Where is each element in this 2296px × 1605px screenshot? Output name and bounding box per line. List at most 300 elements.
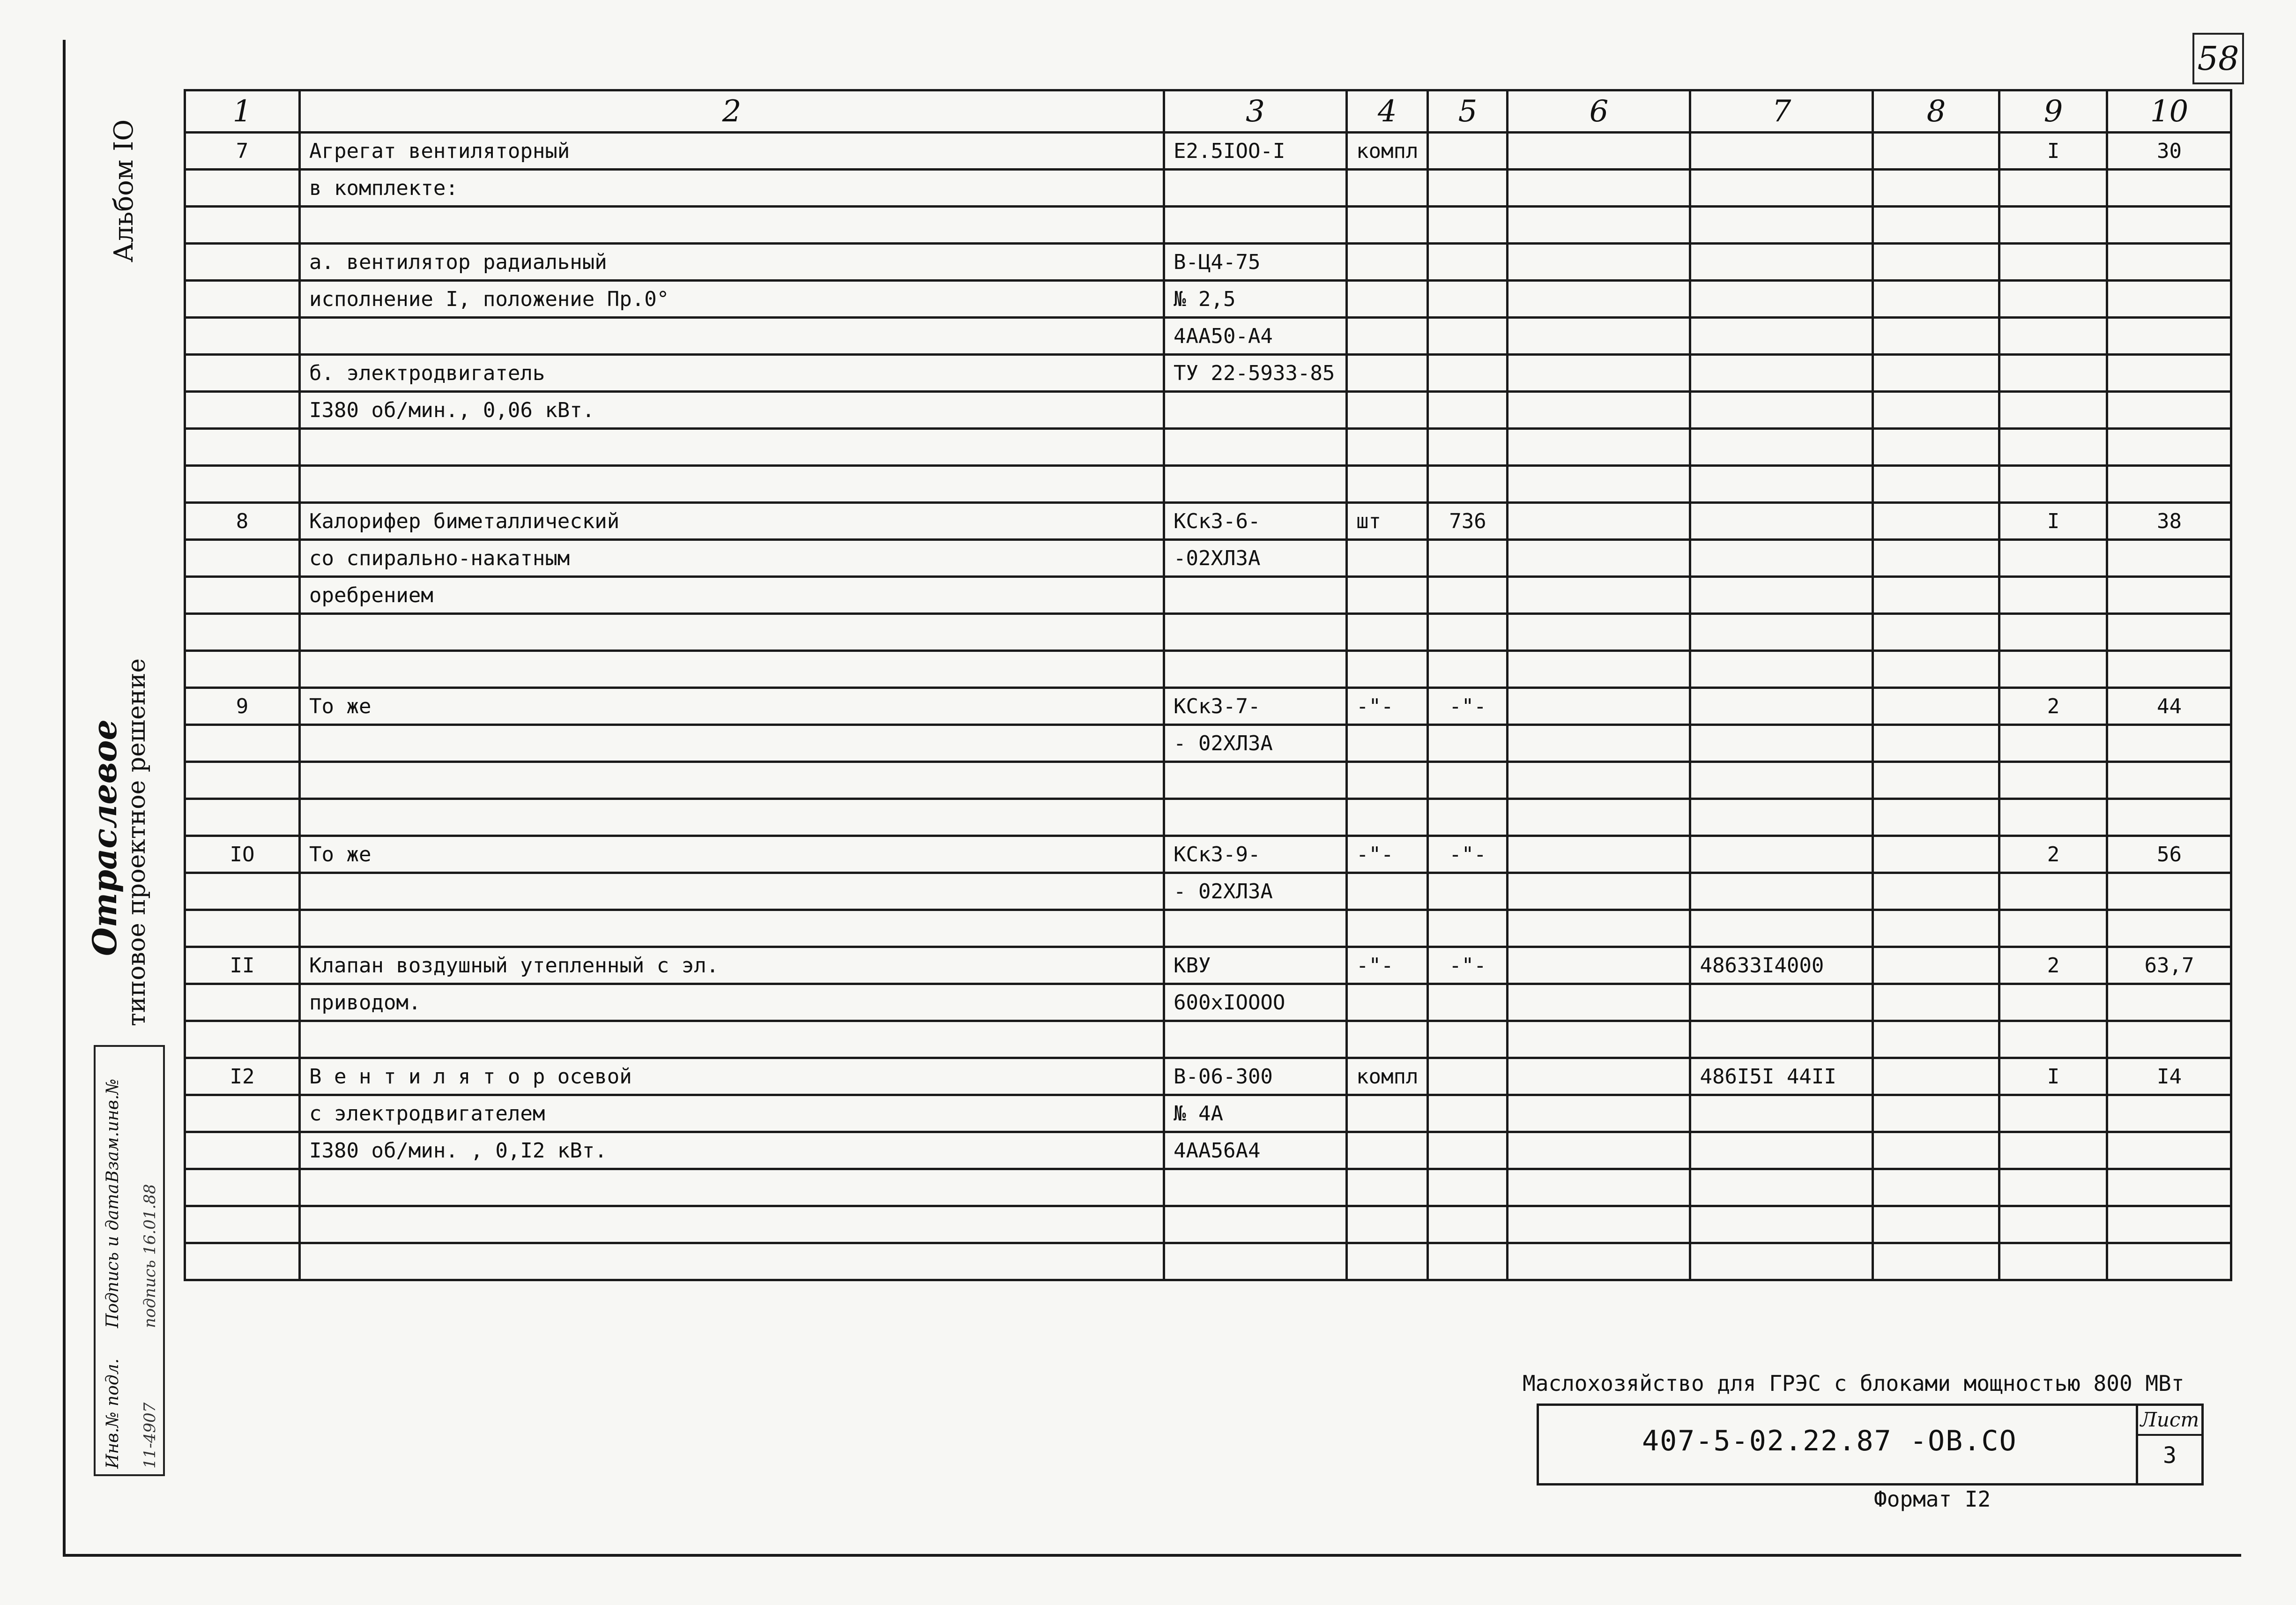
table-row xyxy=(185,1206,2231,1243)
cell-unit xyxy=(1347,429,1428,466)
cell-qty-note xyxy=(1428,1058,1508,1095)
cell-type xyxy=(1164,392,1347,429)
cell-name: То же xyxy=(300,836,1164,873)
stamp-sign-value: подпись 16.01.88 xyxy=(141,1184,159,1328)
cell-pos xyxy=(185,799,300,836)
cell-mass xyxy=(2107,1095,2231,1132)
cell-type: -02ХЛЗА xyxy=(1164,540,1347,577)
cell-mass xyxy=(2107,984,2231,1021)
cell-pos xyxy=(185,762,300,799)
cell-unit xyxy=(1347,1132,1428,1169)
cell-unit xyxy=(1347,725,1428,762)
cell-col8 xyxy=(1873,1169,1999,1206)
format-label: Формат I2 xyxy=(1874,1486,1991,1512)
project-caption: Маслохозяйство для ГРЭС с блоками мощностью 800 МВт xyxy=(1523,1371,2185,1396)
cell-qty xyxy=(1999,577,2107,614)
cell-unit xyxy=(1347,910,1428,947)
cell-name xyxy=(300,762,1164,799)
cell-code xyxy=(1690,429,1873,466)
cell-mass xyxy=(2107,873,2231,910)
cell-col8 xyxy=(1873,355,1999,392)
cell-col6 xyxy=(1508,984,1690,1021)
cell-unit xyxy=(1347,651,1428,688)
cell-col6 xyxy=(1508,836,1690,873)
cell-mass xyxy=(2107,355,2231,392)
cell-col6 xyxy=(1508,947,1690,984)
cell-type xyxy=(1164,429,1347,466)
cell-code xyxy=(1690,651,1873,688)
cell-qty xyxy=(1999,1243,2107,1280)
cell-qty xyxy=(1999,244,2107,281)
cell-pos xyxy=(185,1021,300,1058)
cell-unit xyxy=(1347,392,1428,429)
cell-col6 xyxy=(1508,1243,1690,1280)
cell-pos xyxy=(185,170,300,207)
cell-pos xyxy=(185,429,300,466)
header-cell-col8: 8 xyxy=(1873,90,1999,133)
cell-qty-note xyxy=(1428,577,1508,614)
cell-col8 xyxy=(1873,873,1999,910)
cell-pos xyxy=(185,1206,300,1243)
cell-qty xyxy=(1999,429,2107,466)
cell-unit xyxy=(1347,355,1428,392)
sheet-number: 58 xyxy=(2197,39,2239,78)
cell-unit xyxy=(1347,1243,1428,1280)
cell-mass xyxy=(2107,1243,2231,1280)
cell-type: - 02ХЛЗА xyxy=(1164,725,1347,762)
cell-name: в комплекте: xyxy=(300,170,1164,207)
cell-code xyxy=(1690,540,1873,577)
cell-col6 xyxy=(1508,725,1690,762)
table-row xyxy=(185,799,2231,836)
cell-col6 xyxy=(1508,614,1690,651)
cell-qty xyxy=(1999,170,2107,207)
cell-pos: 9 xyxy=(185,688,300,725)
cell-col6 xyxy=(1508,207,1690,244)
cell-col8 xyxy=(1873,281,1999,318)
cell-type: № 4А xyxy=(1164,1095,1347,1132)
cell-qty-note xyxy=(1428,540,1508,577)
table-row xyxy=(185,873,2231,910)
cell-unit: -"- xyxy=(1347,688,1428,725)
cell-name xyxy=(300,651,1164,688)
cell-pos: IO xyxy=(185,836,300,873)
cell-code xyxy=(1690,1021,1873,1058)
cell-mass xyxy=(2107,170,2231,207)
cell-type: КСк3-9- xyxy=(1164,836,1347,873)
cell-code xyxy=(1690,873,1873,910)
cell-mass xyxy=(2107,540,2231,577)
cell-mass xyxy=(2107,318,2231,355)
cell-col6 xyxy=(1508,1206,1690,1243)
cell-col8 xyxy=(1873,1206,1999,1243)
cell-mass xyxy=(2107,651,2231,688)
cell-unit xyxy=(1347,577,1428,614)
cell-col8 xyxy=(1873,577,1999,614)
cell-qty-note: 736 xyxy=(1428,503,1508,540)
cell-type xyxy=(1164,1021,1347,1058)
cell-type xyxy=(1164,1206,1347,1243)
cell-mass: 38 xyxy=(2107,503,2231,540)
cell-pos: 8 xyxy=(185,503,300,540)
cell-col8 xyxy=(1873,1095,1999,1132)
table-row xyxy=(185,651,2231,688)
cell-col8 xyxy=(1873,947,1999,984)
cell-col6 xyxy=(1508,910,1690,947)
cell-code xyxy=(1690,355,1873,392)
cell-col6 xyxy=(1508,133,1690,170)
cell-type xyxy=(1164,1243,1347,1280)
cell-type xyxy=(1164,170,1347,207)
cell-unit xyxy=(1347,762,1428,799)
cell-unit: компл xyxy=(1347,133,1428,170)
cell-pos xyxy=(185,207,300,244)
cell-col6 xyxy=(1508,281,1690,318)
cell-qty xyxy=(1999,281,2107,318)
cell-col6 xyxy=(1508,355,1690,392)
cell-qty-note xyxy=(1428,429,1508,466)
table-row xyxy=(185,614,2231,651)
cell-unit xyxy=(1347,799,1428,836)
cell-mass xyxy=(2107,725,2231,762)
cell-mass xyxy=(2107,614,2231,651)
table-row xyxy=(185,503,2231,540)
sector-label: Отраслевое xyxy=(85,719,124,956)
cell-pos xyxy=(185,651,300,688)
specification-table xyxy=(184,89,2232,1281)
cell-code xyxy=(1690,799,1873,836)
cell-col8 xyxy=(1873,614,1999,651)
cell-name: б. электродвигатель xyxy=(300,355,1164,392)
cell-code: 48633I4000 xyxy=(1690,947,1873,984)
table-row xyxy=(185,281,2231,318)
cell-col8 xyxy=(1873,688,1999,725)
cell-qty xyxy=(1999,873,2107,910)
table-row xyxy=(185,762,2231,799)
table-row xyxy=(185,984,2231,1021)
cell-qty-note xyxy=(1428,984,1508,1021)
cell-unit: -"- xyxy=(1347,836,1428,873)
cell-qty-note xyxy=(1428,133,1508,170)
cell-name: Калорифер биметаллический xyxy=(300,503,1164,540)
cell-name: В е н т и л я т о р осевой xyxy=(300,1058,1164,1095)
cell-unit xyxy=(1347,614,1428,651)
cell-mass xyxy=(2107,762,2231,799)
table-row xyxy=(185,466,2231,503)
sheet-number-box xyxy=(2192,33,2244,84)
cell-col6 xyxy=(1508,799,1690,836)
cell-mass xyxy=(2107,281,2231,318)
table-row xyxy=(185,725,2231,762)
cell-code: 486I5I 44II xyxy=(1690,1058,1873,1095)
cell-name xyxy=(300,910,1164,947)
cell-qty-note: -"- xyxy=(1428,947,1508,984)
table-row xyxy=(185,355,2231,392)
table-row xyxy=(185,392,2231,429)
cell-type xyxy=(1164,910,1347,947)
cell-code xyxy=(1690,1206,1873,1243)
cell-pos xyxy=(185,244,300,281)
table-row xyxy=(185,688,2231,725)
cell-type xyxy=(1164,614,1347,651)
cell-qty xyxy=(1999,207,2107,244)
cell-code xyxy=(1690,725,1873,762)
cell-col6 xyxy=(1508,244,1690,281)
table-row xyxy=(185,1021,2231,1058)
cell-qty-note xyxy=(1428,170,1508,207)
cell-pos xyxy=(185,1132,300,1169)
cell-qty xyxy=(1999,725,2107,762)
header-cell-code: 7 xyxy=(1690,90,1873,133)
cell-col8 xyxy=(1873,170,1999,207)
cell-unit xyxy=(1347,207,1428,244)
cell-pos: 7 xyxy=(185,133,300,170)
table-row xyxy=(185,836,2231,873)
cell-name xyxy=(300,318,1164,355)
table-row xyxy=(185,1095,2231,1132)
cell-mass xyxy=(2107,799,2231,836)
header-cell-unit: 4 xyxy=(1347,90,1428,133)
cell-qty-note xyxy=(1428,614,1508,651)
sheet-cell xyxy=(2136,1406,2201,1483)
cell-pos xyxy=(185,355,300,392)
cell-qty xyxy=(1999,1206,2107,1243)
cell-type xyxy=(1164,577,1347,614)
cell-pos xyxy=(185,1095,300,1132)
cell-type xyxy=(1164,1169,1347,1206)
cell-unit xyxy=(1347,281,1428,318)
cell-col8 xyxy=(1873,1058,1999,1095)
cell-mass: 44 xyxy=(2107,688,2231,725)
cell-name xyxy=(300,207,1164,244)
cell-unit xyxy=(1347,540,1428,577)
cell-col6 xyxy=(1508,688,1690,725)
cell-mass xyxy=(2107,429,2231,466)
cell-col8 xyxy=(1873,540,1999,577)
stamp-inv-label: Инв.№ подл. xyxy=(103,1358,122,1469)
cell-col6 xyxy=(1508,540,1690,577)
cell-mass xyxy=(2107,910,2231,947)
cell-type xyxy=(1164,466,1347,503)
cell-pos xyxy=(185,281,300,318)
cell-qty xyxy=(1999,762,2107,799)
cell-unit xyxy=(1347,1095,1428,1132)
table-row xyxy=(185,170,2231,207)
cell-mass xyxy=(2107,1206,2231,1243)
cell-type: В-Ц4-75 xyxy=(1164,244,1347,281)
cell-qty-note xyxy=(1428,1206,1508,1243)
cell-name: I380 об/мин., 0,06 кВт. xyxy=(300,392,1164,429)
cell-col8 xyxy=(1873,392,1999,429)
cell-name xyxy=(300,1169,1164,1206)
cell-pos xyxy=(185,984,300,1021)
cell-qty-note xyxy=(1428,799,1508,836)
cell-unit: шт xyxy=(1347,503,1428,540)
cell-unit xyxy=(1347,244,1428,281)
table-row xyxy=(185,429,2231,466)
cell-qty-note xyxy=(1428,318,1508,355)
cell-unit xyxy=(1347,466,1428,503)
cell-mass xyxy=(2107,1132,2231,1169)
table-row xyxy=(185,1132,2231,1169)
cell-type xyxy=(1164,799,1347,836)
cell-qty-note xyxy=(1428,466,1508,503)
cell-qty-note xyxy=(1428,244,1508,281)
cell-pos: II xyxy=(185,947,300,984)
header-cell-qty-note: 5 xyxy=(1428,90,1508,133)
cell-pos xyxy=(185,540,300,577)
table-row xyxy=(185,133,2231,170)
cell-qty-note: -"- xyxy=(1428,836,1508,873)
cell-col8 xyxy=(1873,799,1999,836)
cell-code xyxy=(1690,392,1873,429)
cell-qty xyxy=(1999,651,2107,688)
cell-unit xyxy=(1347,873,1428,910)
cell-unit xyxy=(1347,170,1428,207)
cell-qty xyxy=(1999,984,2107,1021)
cell-qty xyxy=(1999,355,2107,392)
cell-qty-note xyxy=(1428,207,1508,244)
cell-code xyxy=(1690,762,1873,799)
cell-type: Е2.5IOO-I xyxy=(1164,133,1347,170)
table-row xyxy=(185,244,2231,281)
cell-mass xyxy=(2107,466,2231,503)
cell-qty-note xyxy=(1428,725,1508,762)
cell-unit xyxy=(1347,318,1428,355)
cell-qty-note xyxy=(1428,873,1508,910)
cell-code xyxy=(1690,244,1873,281)
cell-name: I380 об/мин. , 0,I2 кВт. xyxy=(300,1132,1164,1169)
cell-col8 xyxy=(1873,207,1999,244)
cell-qty-note xyxy=(1428,762,1508,799)
cell-qty-note xyxy=(1428,1169,1508,1206)
cell-col6 xyxy=(1508,170,1690,207)
cell-qty: 2 xyxy=(1999,947,2107,984)
sheet-label: Лист xyxy=(2138,1406,2201,1436)
cell-type: КСк3-7- xyxy=(1164,688,1347,725)
cell-type: ТУ 22-5933-85 xyxy=(1164,355,1347,392)
cell-col6 xyxy=(1508,466,1690,503)
cell-pos xyxy=(185,577,300,614)
cell-col8 xyxy=(1873,503,1999,540)
cell-unit: -"- xyxy=(1347,947,1428,984)
cell-code xyxy=(1690,984,1873,1021)
cell-name: Клапан воздушный утепленный с эл. xyxy=(300,947,1164,984)
cell-name: со спирально-накатным xyxy=(300,540,1164,577)
cell-type: № 2,5 xyxy=(1164,281,1347,318)
cell-mass xyxy=(2107,577,2231,614)
table-row xyxy=(185,318,2231,355)
cell-col6 xyxy=(1508,429,1690,466)
stamp-sign-label: Подпись и дата xyxy=(103,1184,122,1328)
header-cell-col6: 6 xyxy=(1508,90,1690,133)
cell-name xyxy=(300,466,1164,503)
cell-code xyxy=(1690,170,1873,207)
cell-col8 xyxy=(1873,466,1999,503)
cell-qty xyxy=(1999,1132,2107,1169)
stamp-inv-value: 11-4907 xyxy=(141,1402,159,1469)
cell-mass xyxy=(2107,207,2231,244)
cell-col8 xyxy=(1873,984,1999,1021)
cell-code xyxy=(1690,577,1873,614)
cell-col8 xyxy=(1873,1021,1999,1058)
cell-col6 xyxy=(1508,1021,1690,1058)
cell-col8 xyxy=(1873,429,1999,466)
cell-type xyxy=(1164,651,1347,688)
cell-qty xyxy=(1999,392,2107,429)
document-code: 407-5-02.22.87 -ОВ.СО xyxy=(1642,1425,2017,1457)
cell-unit xyxy=(1347,984,1428,1021)
cell-name xyxy=(300,725,1164,762)
cell-pos xyxy=(185,614,300,651)
table-body xyxy=(185,133,2231,1280)
header-cell-type: 3 xyxy=(1164,90,1347,133)
approval-stamp xyxy=(94,1045,165,1476)
cell-mass: 63,7 xyxy=(2107,947,2231,984)
cell-qty: I xyxy=(1999,1058,2107,1095)
cell-qty: I xyxy=(1999,133,2107,170)
table-row xyxy=(185,947,2231,984)
cell-qty-note xyxy=(1428,1021,1508,1058)
cell-name: с электродвигателем xyxy=(300,1095,1164,1132)
cell-col8 xyxy=(1873,318,1999,355)
table-row xyxy=(185,540,2231,577)
cell-qty: 2 xyxy=(1999,836,2107,873)
cell-code xyxy=(1690,910,1873,947)
cell-mass xyxy=(2107,1021,2231,1058)
cell-code xyxy=(1690,1243,1873,1280)
cell-col8 xyxy=(1873,244,1999,281)
cell-qty-note xyxy=(1428,1132,1508,1169)
cell-pos xyxy=(185,392,300,429)
cell-col8 xyxy=(1873,836,1999,873)
cell-col8 xyxy=(1873,651,1999,688)
header-cell-pos: 1 xyxy=(185,90,300,133)
cell-type xyxy=(1164,207,1347,244)
cell-code xyxy=(1690,207,1873,244)
cell-code xyxy=(1690,318,1873,355)
cell-unit xyxy=(1347,1021,1428,1058)
cell-col6 xyxy=(1508,651,1690,688)
cell-code xyxy=(1690,503,1873,540)
cell-name xyxy=(300,1021,1164,1058)
table-row xyxy=(185,1243,2231,1280)
design-type-label: типовое проектное решение xyxy=(123,658,151,1026)
cell-col6 xyxy=(1508,762,1690,799)
cell-qty xyxy=(1999,1021,2107,1058)
cell-type: - 02ХЛЗА xyxy=(1164,873,1347,910)
cell-qty xyxy=(1999,1095,2107,1132)
cell-qty xyxy=(1999,318,2107,355)
cell-unit: компл xyxy=(1347,1058,1428,1095)
cell-mass xyxy=(2107,244,2231,281)
cell-unit xyxy=(1347,1169,1428,1206)
cell-name xyxy=(300,614,1164,651)
cell-col8 xyxy=(1873,1132,1999,1169)
cell-pos xyxy=(185,466,300,503)
cell-mass: 56 xyxy=(2107,836,2231,873)
cell-qty-note xyxy=(1428,392,1508,429)
header-cell-qty: 9 xyxy=(1999,90,2107,133)
cell-name xyxy=(300,429,1164,466)
cell-name xyxy=(300,799,1164,836)
cell-name xyxy=(300,1206,1164,1243)
cell-type: В-06-300 xyxy=(1164,1058,1347,1095)
cell-type: КВУ xyxy=(1164,947,1347,984)
cell-mass xyxy=(2107,1169,2231,1206)
cell-qty-note xyxy=(1428,1095,1508,1132)
cell-qty-note: -"- xyxy=(1428,688,1508,725)
